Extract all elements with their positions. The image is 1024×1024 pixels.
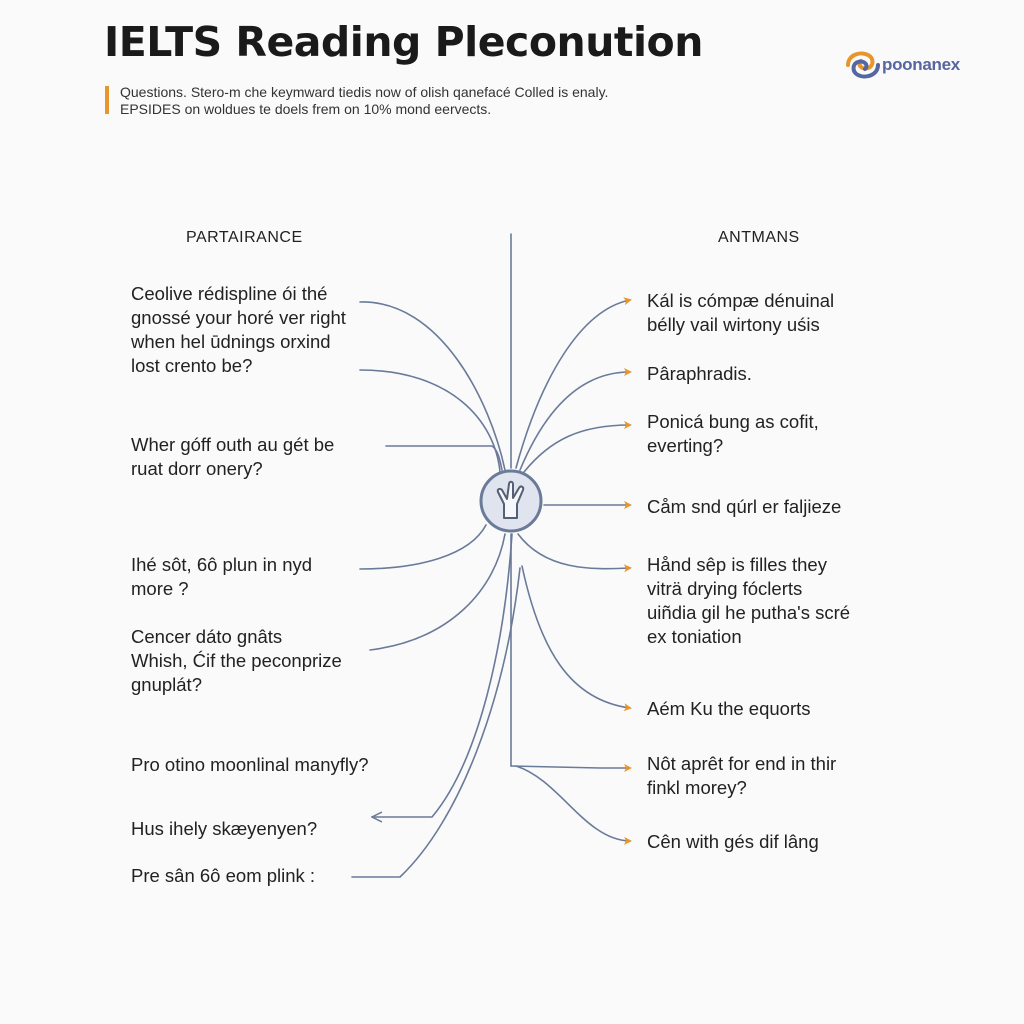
right-item-3-line-1: Ponicá bung as cofit, bbox=[647, 411, 819, 432]
left-item-6-line-1: Hus ihely skæyenyen? bbox=[131, 818, 318, 839]
left-item-3-line-1: Ihé sôt, 6ô plun in nyd bbox=[131, 554, 313, 575]
right-item-2-line-1: Pâraphradis. bbox=[647, 363, 752, 384]
central-hub bbox=[478, 468, 544, 534]
connector-right-7 bbox=[511, 766, 630, 768]
left-item-7-line-1: Pre sân 6ô eom plink : bbox=[131, 865, 316, 886]
right-item-1 bbox=[647, 289, 834, 337]
left-item-2 bbox=[131, 433, 334, 481]
left-item-1 bbox=[131, 282, 346, 378]
right-item-5-line-4: ex toniation bbox=[647, 626, 742, 647]
left-item-3 bbox=[131, 553, 312, 601]
right-column-heading: ANTMANS bbox=[718, 229, 800, 246]
subtitle-line-1: Questions. Stero-m che keymward tiedis now of olish qanefacé Colled is enaly. bbox=[120, 84, 609, 100]
left-item-1-line-4: lost crento be? bbox=[131, 355, 253, 376]
right-item-8 bbox=[647, 830, 819, 854]
right-item-7 bbox=[647, 752, 836, 800]
right-item-8-line-1: Cên with gés dif lâng bbox=[647, 831, 819, 852]
left-item-5 bbox=[131, 753, 369, 777]
right-item-3 bbox=[647, 410, 819, 458]
left-item-6 bbox=[131, 817, 317, 841]
right-item-5-line-2: viträ drying fóclerts bbox=[647, 578, 803, 599]
right-item-4-line-1: Cåm snd qúrl er faljieze bbox=[647, 496, 842, 517]
left-item-1-line-2: gnossé your horé ver right bbox=[131, 307, 346, 328]
left-item-4 bbox=[131, 625, 342, 697]
connector-right-8 bbox=[516, 766, 630, 841]
connector-left-5 bbox=[372, 534, 512, 817]
subtitle-line-2: EPSIDES on woldues te doels frem on 10% mond eervects. bbox=[120, 101, 492, 117]
left-column-heading: PARTAIRANCE bbox=[186, 229, 303, 246]
right-item-2 bbox=[647, 362, 752, 386]
left-item-4-line-1: Cencer dáto gnâts bbox=[131, 626, 283, 647]
left-item-4-line-2: Whish, Ćif the peconprize bbox=[131, 650, 342, 671]
left-item-3-line-2: more ? bbox=[131, 578, 189, 599]
connector-left-6 bbox=[352, 568, 520, 877]
right-item-3-line-2: everting? bbox=[647, 435, 724, 456]
right-item-6 bbox=[647, 697, 811, 721]
connector-left-1 bbox=[360, 302, 505, 470]
right-item-7-line-1: Nôt aprêt for end in thir bbox=[647, 753, 837, 774]
left-item-4-line-3: gnuplát? bbox=[131, 674, 202, 695]
connector-left-1b bbox=[360, 370, 500, 472]
right-item-6-line-1: Aém Ku the equorts bbox=[647, 698, 811, 719]
connector-right-2 bbox=[520, 372, 630, 470]
left-item-2-line-1: Wher góff outh au gét be bbox=[131, 434, 335, 455]
right-item-1-line-1: Kál is cómpæ dénuinal bbox=[647, 290, 835, 311]
left-item-1-line-1: Ceolive rédispline ói thé bbox=[131, 283, 328, 304]
page-title: IELTS Reading Pleconution bbox=[104, 18, 703, 66]
left-item-2-line-2: ruat dorr onery? bbox=[131, 458, 263, 479]
connector-left-2 bbox=[386, 446, 502, 470]
logo-text: poonanex bbox=[882, 55, 960, 74]
right-item-5-line-1: Hånd sêp is filles they bbox=[647, 554, 827, 575]
right-item-5-line-3: uiñdia gil he putha's scré bbox=[647, 602, 851, 623]
right-item-7-line-2: finkl morey? bbox=[647, 777, 747, 798]
right-item-5 bbox=[647, 553, 850, 649]
right-item-1-line-2: bélly vail wirtony uśis bbox=[647, 314, 820, 335]
left-item-7 bbox=[131, 864, 315, 888]
right-item-4 bbox=[647, 495, 841, 519]
connector-right-5 bbox=[518, 534, 630, 569]
left-item-1-line-3: when hel ūdnings orxind bbox=[131, 331, 331, 352]
connector-left-3 bbox=[360, 525, 486, 569]
left-item-5-line-1: Pro otino moonlinal manyfly? bbox=[131, 754, 369, 775]
connector-right-6 bbox=[522, 566, 630, 708]
connector-left-4 bbox=[370, 534, 505, 650]
